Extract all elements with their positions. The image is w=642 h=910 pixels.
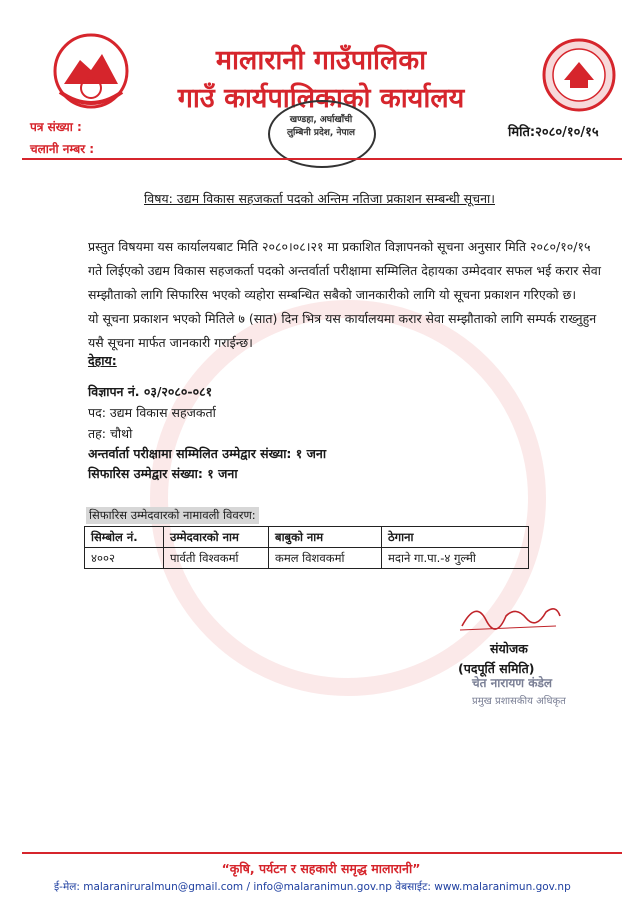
col-symbol-number: सिम्बोल नं. bbox=[85, 527, 164, 548]
footer-contact: ई-मेल: malaraniruralmun@gmail.com / info@malaranimun.gov.np वेबसाईट: www.malaranimun.gov.np bbox=[54, 881, 571, 893]
office-stamp-text: खण्डहा, अर्घाखाँची लुम्बिनी प्रदेश, नेपाल bbox=[286, 115, 356, 138]
col-address: ठेगाना bbox=[382, 527, 529, 548]
candidate-list-caption: सिफारिस उम्मेदवारको नामावली विवरण: bbox=[86, 507, 259, 524]
body-paragraph-1: प्रस्तुत विषयमा यस कार्यालयबाट मिति २०८०।०८।२१ मा प्रकाशित विज्ञापनको सूचना अनुसार मिति २०८०/१०/१५ गते लिईएको उद्यम विकास सहजकर्ता पदको अन्तर्वार्ता परीक्षामा सम्मिलित देहायका उम्मेदवार सफल भई करार सेवा सम्झौताको लागि सिफारिस भएको व्यहोरा सम्बन्धित सबैको जानकारीको लागि यो सूचना प्रकाशन गरिएको छ। bbox=[88, 239, 601, 302]
officer-name-stamp: चेत नारायण कंडेल bbox=[472, 676, 553, 690]
subject-line: विषय: उद्यम विकास सहजकर्ता पदको अन्तिम नतिजा प्रकाशन सम्बन्धी सूचना। bbox=[144, 191, 495, 206]
footer-slogan: “कृषि, पर्यटन र सहकारी समृद्ध मालारानी” bbox=[221, 861, 421, 876]
patra-sankhya-label: पत्र संख्या : bbox=[30, 120, 82, 134]
header-rule bbox=[22, 158, 622, 160]
col-candidate-name: उम्मेदवारको नाम bbox=[164, 527, 269, 548]
chalani-number-label: चलानी नम्बर : bbox=[30, 142, 95, 156]
officer-title-stamp: प्रमुख प्रशासकीय अधिकृत bbox=[472, 696, 566, 707]
committee-name: (पदपूर्ति समिति) bbox=[458, 661, 535, 676]
interview-count: अन्तर्वार्ता परीक्षामा सम्मिलित उम्मेद्वार संख्या: १ जना bbox=[88, 446, 327, 461]
post-level: तह: चौथो bbox=[88, 426, 133, 441]
post-name: पद: उद्यम विकास सहजकर्ता bbox=[88, 405, 216, 420]
handwritten-signature bbox=[456, 598, 566, 634]
table-row: ४००२ पार्वती विश्वकर्मा कमल विशवकर्मा मदाने गा.पा.-४ गुल्मी bbox=[85, 548, 529, 569]
signatory-role: संयोजक bbox=[490, 641, 528, 656]
footer-rule bbox=[22, 852, 622, 854]
col-father-name: बाबुको नाम bbox=[269, 527, 382, 548]
candidate-table bbox=[84, 526, 529, 569]
body-paragraph-2: यो सूचना प्रकाशन भएको मितिले ७ (सात) दिन भित्र यस कार्यालयमा करार सेवा सम्झौताको लागि सम्पर्क राख्नुहुन यसै सूचना मार्फत जानकारी गराईन्छ। bbox=[88, 311, 597, 350]
office-title-line1: मालारानी गाउँपालिका bbox=[215, 45, 427, 76]
table-header-row bbox=[85, 527, 529, 548]
dehaya-heading: देहाय: bbox=[88, 353, 117, 368]
office-title-line2: गाउँ कार्यपालिकाको कार्यालय bbox=[177, 83, 465, 114]
letter-date: मिति:२०८०/१०/१५ bbox=[508, 125, 599, 140]
watermark-emblem bbox=[150, 300, 546, 696]
recommended-count: सिफारिस उम्मेद्वार संख्या: १ जना bbox=[88, 466, 238, 481]
vigyapan-number: विज्ञापन नं. ०३/२०८०-०८१ bbox=[88, 384, 213, 399]
